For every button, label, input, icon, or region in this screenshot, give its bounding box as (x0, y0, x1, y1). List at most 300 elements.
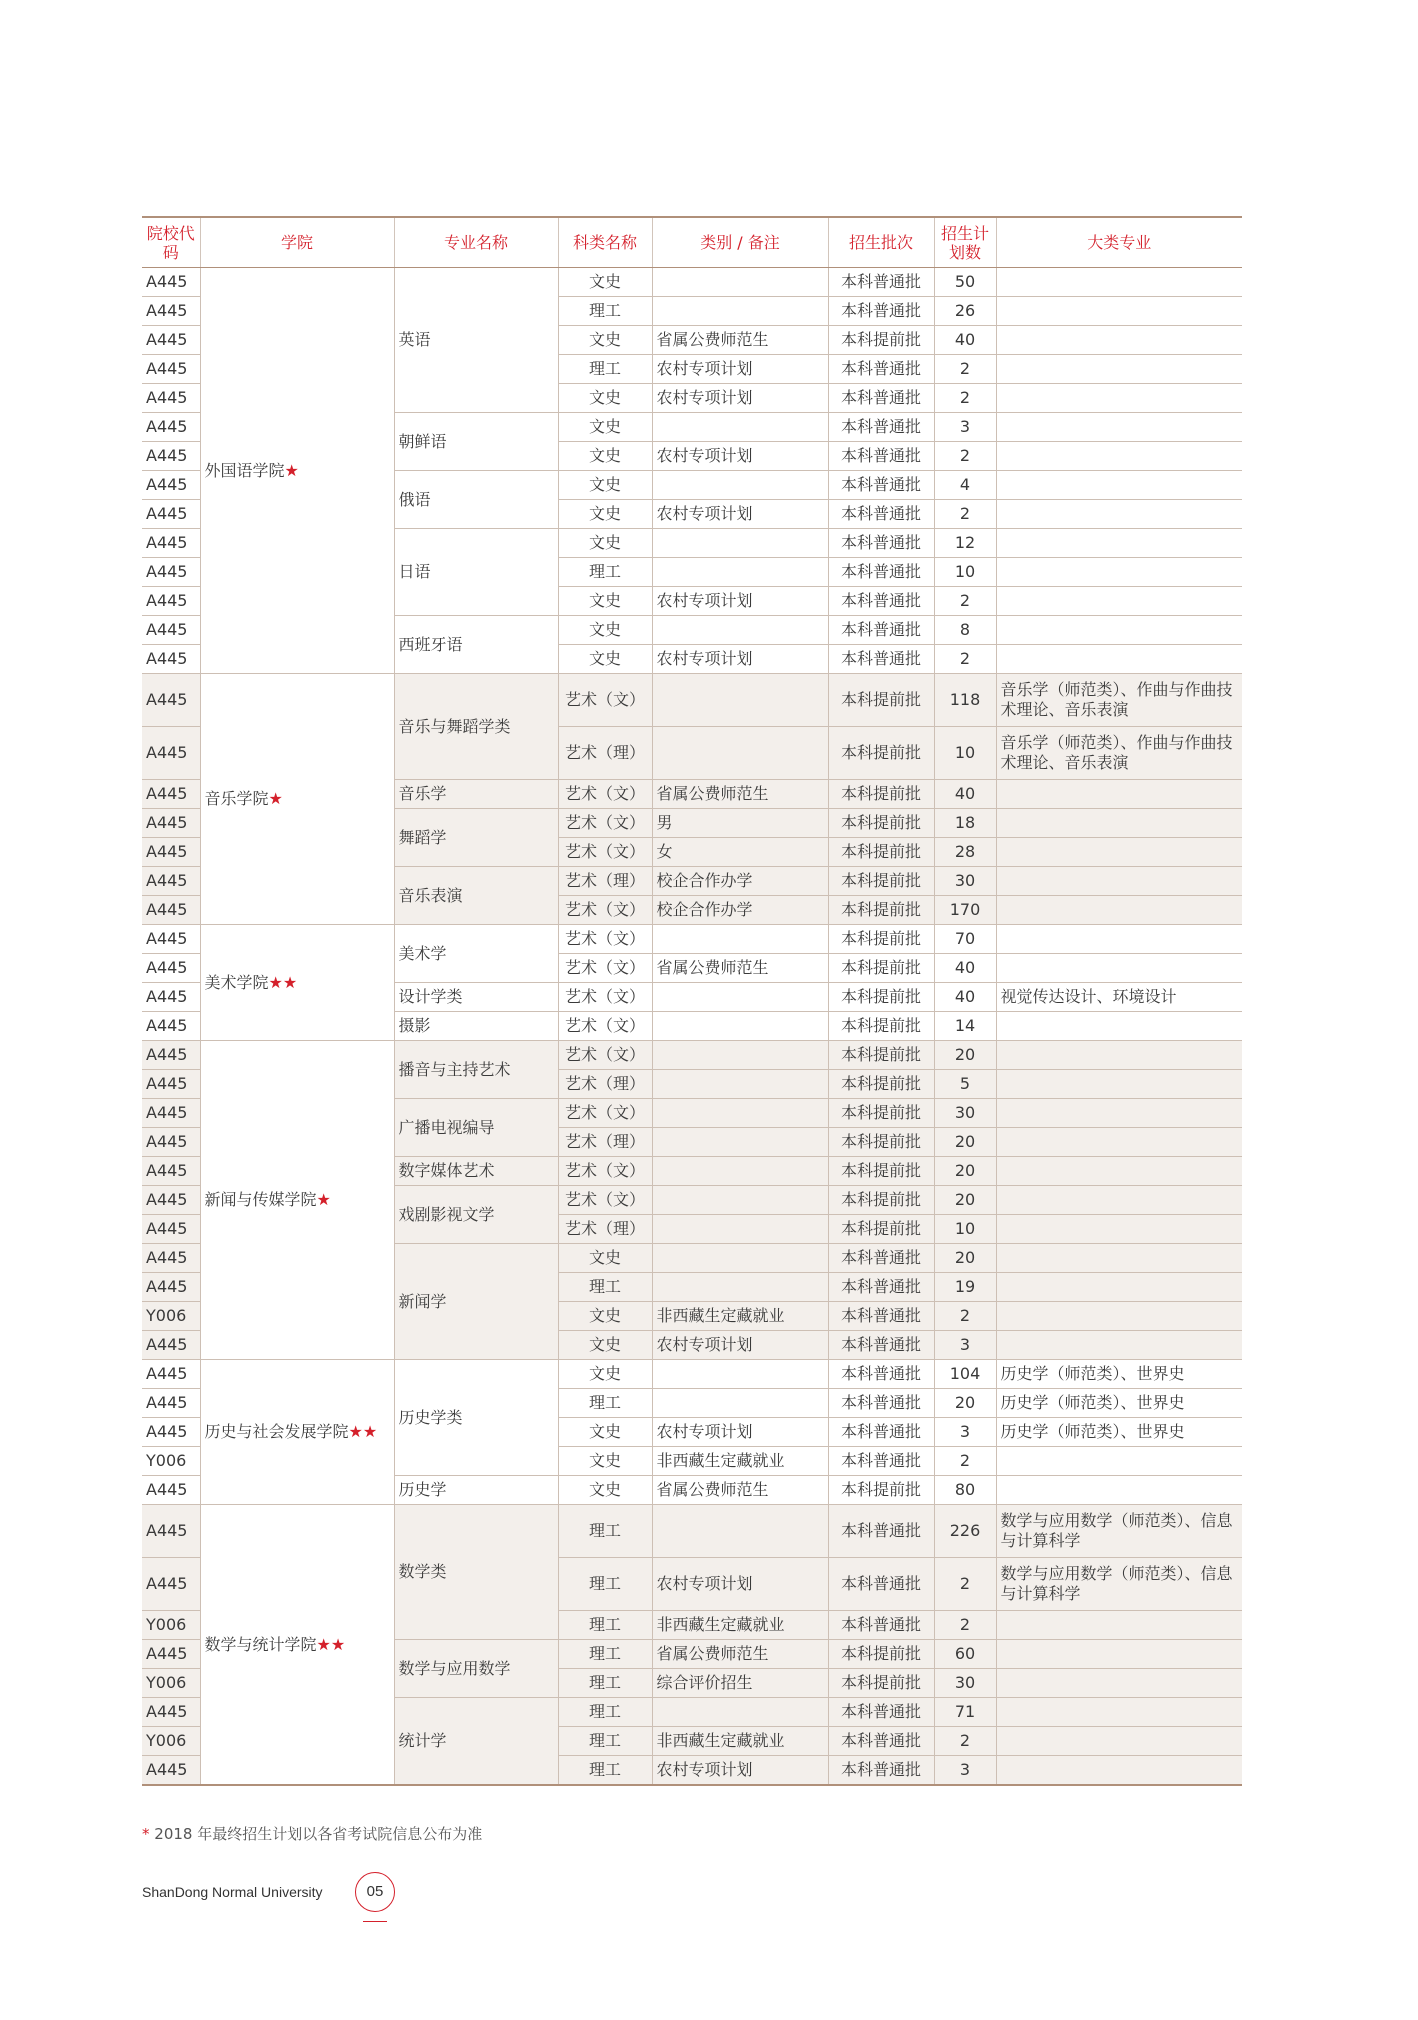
plan-count-cell: 3 (934, 1418, 996, 1447)
admission-batch-cell: 本科普通批 (828, 1447, 934, 1476)
subject-category-cell: 文史 (558, 442, 652, 471)
subject-category-cell: 艺术（文） (558, 809, 652, 838)
subject-category-cell: 艺术（文） (558, 838, 652, 867)
category-note-cell (652, 471, 828, 500)
school-code-cell: A445 (142, 925, 200, 954)
school-code-cell: A445 (142, 1099, 200, 1128)
subject-category-cell: 艺术（文） (558, 780, 652, 809)
broad-major-cell (996, 1331, 1242, 1360)
broad-major-cell (996, 529, 1242, 558)
category-note-cell (652, 727, 828, 780)
subject-category-cell: 艺术（文） (558, 896, 652, 925)
major-name-cell: 英语 (394, 268, 558, 413)
category-note-cell (652, 1273, 828, 1302)
college-name: 音乐学院 (204, 789, 269, 808)
page-number-underline (363, 1921, 387, 1922)
plan-count-cell: 10 (934, 1215, 996, 1244)
category-note-cell: 非西藏生定藏就业 (652, 1447, 828, 1476)
category-note-cell: 女 (652, 838, 828, 867)
subject-category-cell: 文史 (558, 268, 652, 297)
admission-batch-cell: 本科普通批 (828, 529, 934, 558)
category-note-cell: 农村专项计划 (652, 442, 828, 471)
school-code-cell: A445 (142, 727, 200, 780)
broad-major-cell (996, 645, 1242, 674)
broad-major-cell (996, 1611, 1242, 1640)
category-note-cell: 非西藏生定藏就业 (652, 1302, 828, 1331)
school-code-cell: A445 (142, 1012, 200, 1041)
broad-major-cell: 历史学（师范类）、世界史 (996, 1360, 1242, 1389)
subject-category-cell: 理工 (558, 1640, 652, 1669)
broad-major-cell (996, 413, 1242, 442)
category-note-cell: 校企合作办学 (652, 867, 828, 896)
admission-batch-cell: 本科普通批 (828, 442, 934, 471)
school-code-cell: Y006 (142, 1727, 200, 1756)
plan-count-cell: 2 (934, 645, 996, 674)
school-code-cell: A445 (142, 674, 200, 727)
subject-category-cell: 理工 (558, 1669, 652, 1698)
broad-major-cell (996, 1476, 1242, 1505)
admission-batch-cell: 本科普通批 (828, 413, 934, 442)
admission-batch-cell: 本科普通批 (828, 645, 934, 674)
college-cell (200, 1041, 394, 1360)
plan-count-cell: 2 (934, 500, 996, 529)
plan-count-cell: 3 (934, 413, 996, 442)
college-group (142, 1041, 1242, 1360)
admission-batch-cell: 本科普通批 (828, 1302, 934, 1331)
major-name-cell: 数学与应用数学 (394, 1640, 558, 1698)
subject-category-cell: 文史 (558, 326, 652, 355)
admission-batch-cell: 本科提前批 (828, 1070, 934, 1099)
subject-category-cell: 理工 (558, 1727, 652, 1756)
plan-count-cell: 5 (934, 1070, 996, 1099)
table-row (142, 1360, 1242, 1389)
category-note-cell (652, 1698, 828, 1727)
broad-major-cell (996, 1698, 1242, 1727)
school-code-cell: A445 (142, 1360, 200, 1389)
major-name-cell: 朝鲜语 (394, 413, 558, 471)
admission-batch-cell: 本科普通批 (828, 1727, 934, 1756)
plan-count-cell: 2 (934, 1558, 996, 1611)
plan-count-cell: 71 (934, 1698, 996, 1727)
plan-count-cell: 30 (934, 1099, 996, 1128)
broad-major-cell (996, 268, 1242, 297)
plan-count-cell: 70 (934, 925, 996, 954)
major-name-cell: 音乐表演 (394, 867, 558, 925)
subject-category-cell: 艺术（文） (558, 1186, 652, 1215)
plan-count-cell: 170 (934, 896, 996, 925)
header-cell: 招生计划数 (934, 217, 996, 268)
college-group (142, 1505, 1242, 1786)
admission-batch-cell: 本科提前批 (828, 1041, 934, 1070)
college-group (142, 925, 1242, 1041)
admission-batch-cell: 本科普通批 (828, 1558, 934, 1611)
school-code-cell: A445 (142, 1331, 200, 1360)
school-code-cell: A445 (142, 413, 200, 442)
admission-batch-cell: 本科普通批 (828, 1505, 934, 1558)
plan-count-cell: 30 (934, 1669, 996, 1698)
school-code-cell: A445 (142, 1756, 200, 1786)
subject-category-cell: 理工 (558, 1389, 652, 1418)
admission-batch-cell: 本科普通批 (828, 355, 934, 384)
header-cell: 类别 / 备注 (652, 217, 828, 268)
category-note-cell: 综合评价招生 (652, 1669, 828, 1698)
subject-category-cell: 文史 (558, 529, 652, 558)
school-code-cell: A445 (142, 780, 200, 809)
admission-batch-cell: 本科提前批 (828, 1128, 934, 1157)
category-note-cell (652, 413, 828, 442)
table-row (142, 1505, 1242, 1558)
subject-category-cell: 艺术（文） (558, 1041, 652, 1070)
plan-count-cell: 19 (934, 1273, 996, 1302)
broad-major-cell (996, 1041, 1242, 1070)
category-note-cell (652, 1128, 828, 1157)
category-note-cell: 省属公费师范生 (652, 954, 828, 983)
broad-major-cell (996, 838, 1242, 867)
admission-batch-cell: 本科提前批 (828, 983, 934, 1012)
plan-count-cell: 3 (934, 1756, 996, 1786)
school-code-cell: A445 (142, 471, 200, 500)
broad-major-cell (996, 442, 1242, 471)
footnote-text: 2018 年最终招生计划以各省考试院信息公布为准 (154, 1825, 483, 1843)
broad-major-cell (996, 616, 1242, 645)
school-code-cell: A445 (142, 587, 200, 616)
subject-category-cell: 艺术（理） (558, 727, 652, 780)
subject-category-cell: 艺术（理） (558, 1070, 652, 1099)
college-group (142, 1360, 1242, 1505)
category-note-cell: 农村专项计划 (652, 500, 828, 529)
plan-count-cell: 60 (934, 1640, 996, 1669)
major-name-cell: 统计学 (394, 1698, 558, 1786)
enrollment-plan-table (142, 216, 1242, 1786)
admission-batch-cell: 本科普通批 (828, 1360, 934, 1389)
header-cell: 招生批次 (828, 217, 934, 268)
star-icon: ★ (268, 789, 283, 808)
admission-batch-cell: 本科普通批 (828, 1331, 934, 1360)
admission-batch-cell: 本科提前批 (828, 954, 934, 983)
university-name: ShanDong Normal University (142, 1884, 323, 1900)
plan-count-cell: 50 (934, 268, 996, 297)
plan-count-cell: 20 (934, 1186, 996, 1215)
category-note-cell (652, 1041, 828, 1070)
subject-category-cell: 文史 (558, 500, 652, 529)
subject-category-cell: 艺术（理） (558, 1215, 652, 1244)
school-code-cell: A445 (142, 442, 200, 471)
category-note-cell: 农村专项计划 (652, 1558, 828, 1611)
school-code-cell: A445 (142, 384, 200, 413)
subject-category-cell: 艺术（文） (558, 983, 652, 1012)
plan-count-cell: 26 (934, 297, 996, 326)
broad-major-cell (996, 1157, 1242, 1186)
school-code-cell: A445 (142, 1186, 200, 1215)
school-code-cell: A445 (142, 983, 200, 1012)
category-note-cell (652, 558, 828, 587)
admission-batch-cell: 本科普通批 (828, 1756, 934, 1786)
category-note-cell: 校企合作办学 (652, 896, 828, 925)
college-cell (200, 674, 394, 925)
admission-batch-cell: 本科提前批 (828, 925, 934, 954)
category-note-cell (652, 1215, 828, 1244)
table-row (142, 268, 1242, 297)
broad-major-cell (996, 954, 1242, 983)
college-group (142, 674, 1242, 925)
category-note-cell (652, 925, 828, 954)
major-name-cell: 音乐学 (394, 780, 558, 809)
plan-count-cell: 2 (934, 1302, 996, 1331)
header-cell: 大类专业 (996, 217, 1242, 268)
major-name-cell: 设计学类 (394, 983, 558, 1012)
admission-batch-cell: 本科普通批 (828, 616, 934, 645)
admission-batch-cell: 本科提前批 (828, 1186, 934, 1215)
major-name-cell: 俄语 (394, 471, 558, 529)
footnote-mark: * (142, 1825, 150, 1843)
plan-count-cell: 40 (934, 780, 996, 809)
subject-category-cell: 理工 (558, 1273, 652, 1302)
school-code-cell: A445 (142, 1157, 200, 1186)
plan-count-cell: 20 (934, 1128, 996, 1157)
admission-batch-cell: 本科提前批 (828, 1640, 934, 1669)
broad-major-cell (996, 1756, 1242, 1786)
subject-category-cell: 理工 (558, 1505, 652, 1558)
subject-category-cell: 理工 (558, 558, 652, 587)
footnote (142, 1823, 482, 1844)
broad-major-cell (996, 500, 1242, 529)
subject-category-cell: 文史 (558, 1360, 652, 1389)
major-name-cell: 摄影 (394, 1012, 558, 1041)
major-name-cell: 播音与主持艺术 (394, 1041, 558, 1099)
category-note-cell: 农村专项计划 (652, 1418, 828, 1447)
admission-batch-cell: 本科提前批 (828, 838, 934, 867)
admission-batch-cell: 本科普通批 (828, 471, 934, 500)
broad-major-cell (996, 1302, 1242, 1331)
plan-count-cell: 3 (934, 1331, 996, 1360)
major-name-cell: 日语 (394, 529, 558, 616)
plan-count-cell: 8 (934, 616, 996, 645)
college-name: 外国语学院 (204, 460, 285, 480)
admission-batch-cell: 本科提前批 (828, 896, 934, 925)
plan-count-cell: 2 (934, 587, 996, 616)
admission-batch-cell: 本科提前批 (828, 1215, 934, 1244)
subject-category-cell: 艺术（文） (558, 954, 652, 983)
broad-major-cell (996, 1128, 1242, 1157)
subject-category-cell: 理工 (558, 1558, 652, 1611)
admission-batch-cell: 本科普通批 (828, 1418, 934, 1447)
star-icon: ★★ (348, 1422, 378, 1441)
school-code-cell: A445 (142, 297, 200, 326)
plan-count-cell: 14 (934, 1012, 996, 1041)
broad-major-cell (996, 1012, 1242, 1041)
subject-category-cell: 文史 (558, 471, 652, 500)
subject-category-cell: 艺术（理） (558, 867, 652, 896)
category-note-cell (652, 529, 828, 558)
admission-batch-cell: 本科提前批 (828, 1669, 934, 1698)
category-note-cell (652, 1360, 828, 1389)
broad-major-cell (996, 558, 1242, 587)
plan-count-cell: 40 (934, 983, 996, 1012)
school-code-cell: A445 (142, 1273, 200, 1302)
category-note-cell (652, 268, 828, 297)
school-code-cell: A445 (142, 1244, 200, 1273)
plan-count-cell: 40 (934, 326, 996, 355)
broad-major-cell (996, 809, 1242, 838)
school-code-cell: A445 (142, 1698, 200, 1727)
subject-category-cell: 文史 (558, 384, 652, 413)
category-note-cell: 农村专项计划 (652, 384, 828, 413)
school-code-cell: A445 (142, 1640, 200, 1669)
college-name: 历史与社会发展学院 (204, 1422, 349, 1441)
category-note-cell: 非西藏生定藏就业 (652, 1611, 828, 1640)
school-code-cell: A445 (142, 558, 200, 587)
subject-category-cell: 文史 (558, 1476, 652, 1505)
school-code-cell: A445 (142, 867, 200, 896)
broad-major-cell: 数学与应用数学（师范类）、信息与计算科学 (996, 1505, 1242, 1558)
plan-count-cell: 10 (934, 558, 996, 587)
admission-batch-cell: 本科普通批 (828, 1698, 934, 1727)
plan-count-cell: 226 (934, 1505, 996, 1558)
header-cell: 学院 (200, 217, 394, 268)
category-note-cell (652, 1157, 828, 1186)
broad-major-cell: 历史学（师范类）、世界史 (996, 1389, 1242, 1418)
major-name-cell: 西班牙语 (394, 616, 558, 674)
broad-major-cell (996, 471, 1242, 500)
admission-batch-cell: 本科普通批 (828, 1273, 934, 1302)
category-note-cell: 男 (652, 809, 828, 838)
school-code-cell: A445 (142, 1128, 200, 1157)
school-code-cell: Y006 (142, 1611, 200, 1640)
major-name-cell: 数字媒体艺术 (394, 1157, 558, 1186)
category-note-cell (652, 1186, 828, 1215)
broad-major-cell (996, 1447, 1242, 1476)
category-note-cell (652, 1070, 828, 1099)
admission-batch-cell: 本科提前批 (828, 727, 934, 780)
broad-major-cell (996, 297, 1242, 326)
plan-count-cell: 18 (934, 809, 996, 838)
category-note-cell: 省属公费师范生 (652, 1476, 828, 1505)
plan-count-cell: 40 (934, 954, 996, 983)
broad-major-cell (996, 384, 1242, 413)
category-note-cell: 省属公费师范生 (652, 326, 828, 355)
broad-major-cell (996, 1669, 1242, 1698)
broad-major-cell (996, 1244, 1242, 1273)
subject-category-cell: 理工 (558, 1756, 652, 1786)
school-code-cell: A445 (142, 326, 200, 355)
star-icon: ★ (316, 1190, 331, 1209)
broad-major-cell (996, 1273, 1242, 1302)
plan-count-cell: 20 (934, 1157, 996, 1186)
broad-major-cell (996, 1215, 1242, 1244)
school-code-cell: A445 (142, 1215, 200, 1244)
admission-batch-cell: 本科普通批 (828, 297, 934, 326)
admission-batch-cell: 本科普通批 (828, 558, 934, 587)
broad-major-cell (996, 1186, 1242, 1215)
table-row (142, 1041, 1242, 1070)
college-cell (200, 925, 394, 1041)
admission-batch-cell: 本科提前批 (828, 1099, 934, 1128)
category-note-cell (652, 1099, 828, 1128)
subject-category-cell: 艺术（文） (558, 925, 652, 954)
broad-major-cell (996, 1640, 1242, 1669)
broad-major-cell (996, 326, 1242, 355)
plan-count-cell: 28 (934, 838, 996, 867)
school-code-cell: A445 (142, 896, 200, 925)
admission-batch-cell: 本科提前批 (828, 867, 934, 896)
subject-category-cell: 文史 (558, 1418, 652, 1447)
admission-batch-cell: 本科普通批 (828, 1389, 934, 1418)
category-note-cell: 农村专项计划 (652, 645, 828, 674)
category-note-cell (652, 983, 828, 1012)
plan-count-cell: 20 (934, 1389, 996, 1418)
subject-category-cell: 艺术（文） (558, 674, 652, 727)
category-note-cell: 农村专项计划 (652, 355, 828, 384)
subject-category-cell: 理工 (558, 1698, 652, 1727)
plan-count-cell: 2 (934, 442, 996, 471)
college-group (142, 268, 1242, 674)
subject-category-cell: 理工 (558, 1611, 652, 1640)
table-header-row (142, 217, 1242, 268)
subject-category-cell: 文史 (558, 616, 652, 645)
page-number: 05 (355, 1872, 395, 1912)
table-row (142, 674, 1242, 727)
school-code-cell: A445 (142, 1558, 200, 1611)
school-code-cell: A445 (142, 1418, 200, 1447)
school-code-cell: A445 (142, 268, 200, 297)
star-icon: ★★ (316, 1634, 346, 1654)
admission-batch-cell: 本科普通批 (828, 500, 934, 529)
major-name-cell: 戏剧影视文学 (394, 1186, 558, 1244)
subject-category-cell: 文史 (558, 1302, 652, 1331)
admission-batch-cell: 本科普通批 (828, 587, 934, 616)
plan-count-cell: 104 (934, 1360, 996, 1389)
broad-major-cell (996, 587, 1242, 616)
school-code-cell: A445 (142, 500, 200, 529)
broad-major-cell: 音乐学（师范类）、作曲与作曲技术理论、音乐表演 (996, 727, 1242, 780)
table-row (142, 925, 1242, 954)
school-code-cell: A445 (142, 838, 200, 867)
school-code-cell: A445 (142, 529, 200, 558)
plan-count-cell: 2 (934, 1727, 996, 1756)
major-name-cell: 数学类 (394, 1505, 558, 1640)
subject-category-cell: 文史 (558, 1244, 652, 1273)
plan-count-cell: 80 (934, 1476, 996, 1505)
plan-count-cell: 2 (934, 384, 996, 413)
subject-category-cell: 艺术（文） (558, 1099, 652, 1128)
major-name-cell: 美术学 (394, 925, 558, 983)
school-code-cell: Y006 (142, 1302, 200, 1331)
major-name-cell: 历史学类 (394, 1360, 558, 1476)
broad-major-cell (996, 355, 1242, 384)
subject-category-cell: 文史 (558, 645, 652, 674)
college-name: 新闻与传媒学院 (204, 1190, 317, 1209)
category-note-cell: 农村专项计划 (652, 1331, 828, 1360)
broad-major-cell (996, 896, 1242, 925)
star-icon: ★ (284, 460, 299, 480)
category-note-cell: 农村专项计划 (652, 1756, 828, 1786)
category-note-cell (652, 1389, 828, 1418)
category-note-cell: 农村专项计划 (652, 587, 828, 616)
admission-batch-cell: 本科提前批 (828, 326, 934, 355)
category-note-cell (652, 674, 828, 727)
plan-count-cell: 20 (934, 1041, 996, 1070)
admission-batch-cell: 本科普通批 (828, 1244, 934, 1273)
admission-batch-cell: 本科普通批 (828, 384, 934, 413)
admission-batch-cell: 本科提前批 (828, 1157, 934, 1186)
header-cell: 科类名称 (558, 217, 652, 268)
broad-major-cell (996, 867, 1242, 896)
college-cell (200, 1505, 394, 1786)
plan-count-cell: 20 (934, 1244, 996, 1273)
header-cell: 院校代码 (142, 217, 200, 268)
major-name-cell: 历史学 (394, 1476, 558, 1505)
admission-batch-cell: 本科提前批 (828, 1476, 934, 1505)
